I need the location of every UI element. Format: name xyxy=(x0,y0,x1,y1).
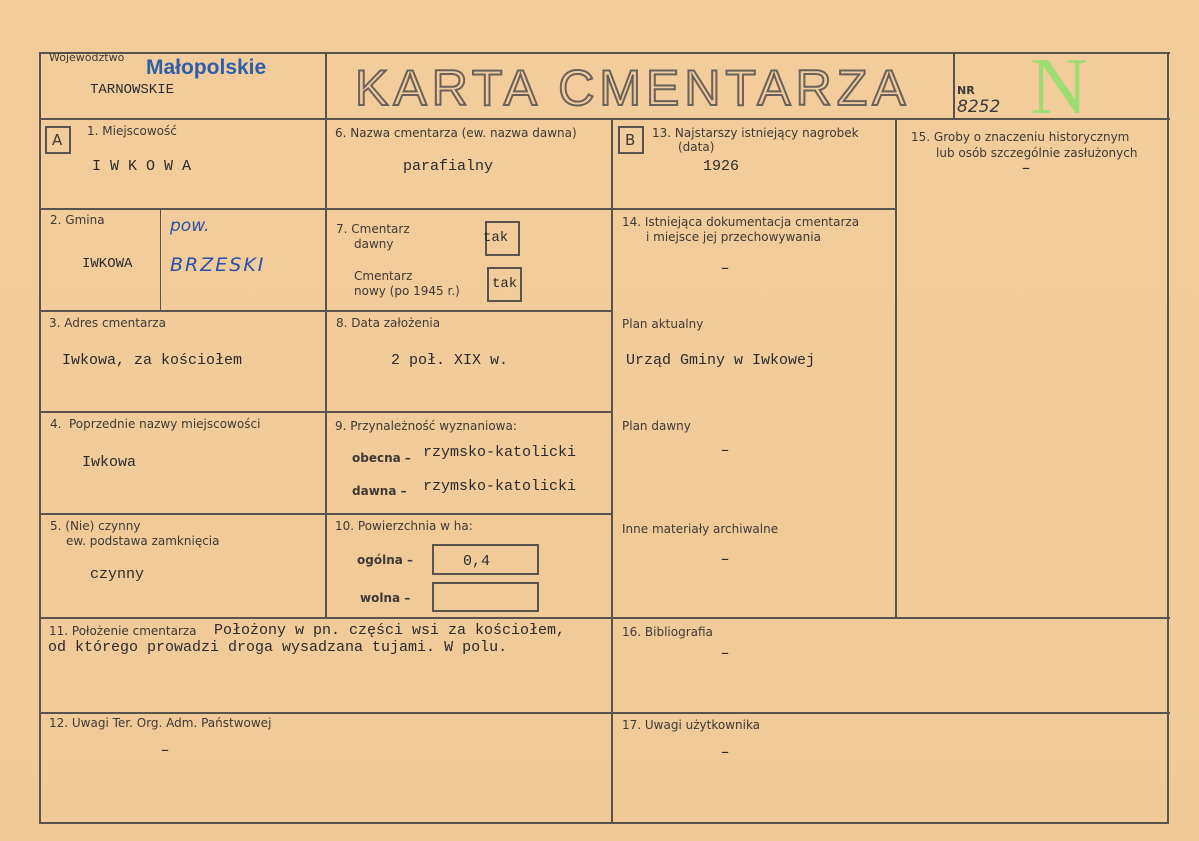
f10-total-label: ogólna – xyxy=(357,553,414,567)
f7-old-label-1: 7. Cmentarz xyxy=(336,222,410,236)
f3-value: Iwkowa, za kościołem xyxy=(62,352,243,369)
f2-value: IWKOWA xyxy=(82,256,133,272)
frame-left xyxy=(39,52,41,824)
other-value: – xyxy=(721,549,729,568)
f15-label-2: lub osób szczególnie zasłużonych xyxy=(936,146,1138,160)
voivodeship-stamp: Małopolskie xyxy=(146,56,267,79)
f17-value: – xyxy=(721,742,729,761)
row-line-5 xyxy=(40,617,1170,619)
f5-label-1: 5. (Nie) czynny xyxy=(50,519,141,533)
col-line-b xyxy=(611,118,613,824)
row-line-2 xyxy=(40,310,613,312)
f15-label-1: 15. Groby o znaczeniu historycznym xyxy=(911,130,1130,144)
f7-new-value: tak xyxy=(492,276,518,292)
f11-line1: Położony w pn. części wsi za kościołem, xyxy=(214,622,566,639)
pow-value: BRZESKI xyxy=(170,254,266,276)
f5-label-2: ew. podstawa zamknięcia xyxy=(66,534,220,548)
f10-free-box[interactable] xyxy=(432,582,539,612)
district-value: TARNOWSKIE xyxy=(90,82,175,98)
header-divider-2 xyxy=(953,52,955,120)
f17-label: 17. Uwagi użytkownika xyxy=(622,718,761,732)
f9-label: 9. Przynależność wyznaniowa: xyxy=(335,419,517,433)
f2-label: 2. Gmina xyxy=(50,213,105,227)
f14-label-1: 14. Istniejąca dokumentacja cmentarza xyxy=(622,215,860,229)
plan-old-value: – xyxy=(721,440,729,459)
plan-current-label: Plan aktualny xyxy=(622,317,704,331)
f12-value: – xyxy=(161,740,169,759)
f4-label: Poprzednie nazwy miejscowości xyxy=(69,417,261,431)
f3-label: 3. Adres cmentarza xyxy=(49,316,166,330)
f14-label-2: i miejsce jej przechowywania xyxy=(646,230,821,244)
f13-label-1: 13. Najstarszy istniejący nagrobek xyxy=(652,126,859,140)
f9-former-value: rzymsko-katolicki xyxy=(423,478,577,495)
pow-note: pow. xyxy=(170,216,210,236)
f6-value: parafialny xyxy=(403,158,494,175)
f7-new-label-2: nowy (po 1945 r.) xyxy=(354,284,460,298)
f4-label-num: 4. xyxy=(50,417,62,431)
category-mark: N xyxy=(1030,43,1088,131)
section-a-box xyxy=(45,126,71,154)
section-b-box xyxy=(618,126,644,154)
f4-value: Iwkowa xyxy=(82,454,137,471)
f13-label-2: (data) xyxy=(678,140,715,154)
row-line-b1 xyxy=(611,208,897,210)
plan-old-label: Plan dawny xyxy=(622,419,691,433)
f14-value: – xyxy=(721,258,729,277)
row-line-4 xyxy=(40,513,613,515)
frame-bottom xyxy=(40,822,1168,824)
frame-top xyxy=(40,52,1170,54)
section-b-letter: B xyxy=(625,131,636,149)
f13-value: 1926 xyxy=(703,158,740,175)
nr-value: 8252 xyxy=(957,97,1001,117)
section-a-letter: A xyxy=(52,131,63,149)
f12-label: 12. Uwagi Ter. Org. Adm. Państwowej xyxy=(49,716,272,730)
row-line-3 xyxy=(40,411,613,413)
f8-value: 2 poł. XIX w. xyxy=(391,352,509,369)
f10-free-label: wolna – xyxy=(360,591,411,605)
f7-new-box[interactable] xyxy=(487,267,522,302)
plan-current-value: Urząd Gminy w Iwkowej xyxy=(626,352,816,369)
f5-value: czynny xyxy=(90,566,145,583)
row-line-6 xyxy=(40,712,1170,714)
f15-value: – xyxy=(1022,158,1030,177)
f6-label: 6. Nazwa cmentarza (ew. nazwa dawna) xyxy=(335,126,577,140)
f11-line2: od którego prowadzi droga wysadzana tujami. W polu. xyxy=(48,639,508,656)
f16-label: 16. Bibliografia xyxy=(622,625,713,639)
f7-old-box[interactable] xyxy=(485,221,520,256)
card-title: KARTA CMENTARZA xyxy=(355,60,911,116)
f11-label: 11. Położenie cmentarza xyxy=(49,624,197,638)
f9-former-label: dawna – xyxy=(352,484,407,498)
f10-total-box[interactable] xyxy=(432,544,539,575)
f8-label: 8. Data założenia xyxy=(336,316,441,330)
frame-right xyxy=(1167,52,1169,824)
row-line-1 xyxy=(40,208,613,210)
col-line-a xyxy=(325,118,327,618)
f7-old-value: tak xyxy=(483,230,509,246)
f1-label: 1. Miejscowość xyxy=(87,124,177,138)
f7-new-label-1: Cmentarz xyxy=(354,269,413,283)
f10-label: 10. Powierzchnia w ha: xyxy=(335,519,473,533)
f16-value: – xyxy=(721,643,729,662)
f10-total-value: 0,4 xyxy=(463,553,491,570)
wojewodztwo-label: Województwo xyxy=(49,51,125,64)
f9-current-label: obecna – xyxy=(352,451,411,465)
col-line-c xyxy=(895,118,897,618)
f9-current-value: rzymsko-katolicki xyxy=(423,444,577,461)
other-label: Inne materiały archiwalne xyxy=(622,522,779,536)
header-divider-1 xyxy=(325,52,327,120)
f1-value: I W K O W A xyxy=(92,158,192,175)
header-bottom-line xyxy=(40,118,1170,120)
f7-old-label-2: dawny xyxy=(354,237,394,251)
gmina-divider xyxy=(160,210,161,310)
nr-label: NR xyxy=(957,84,975,97)
